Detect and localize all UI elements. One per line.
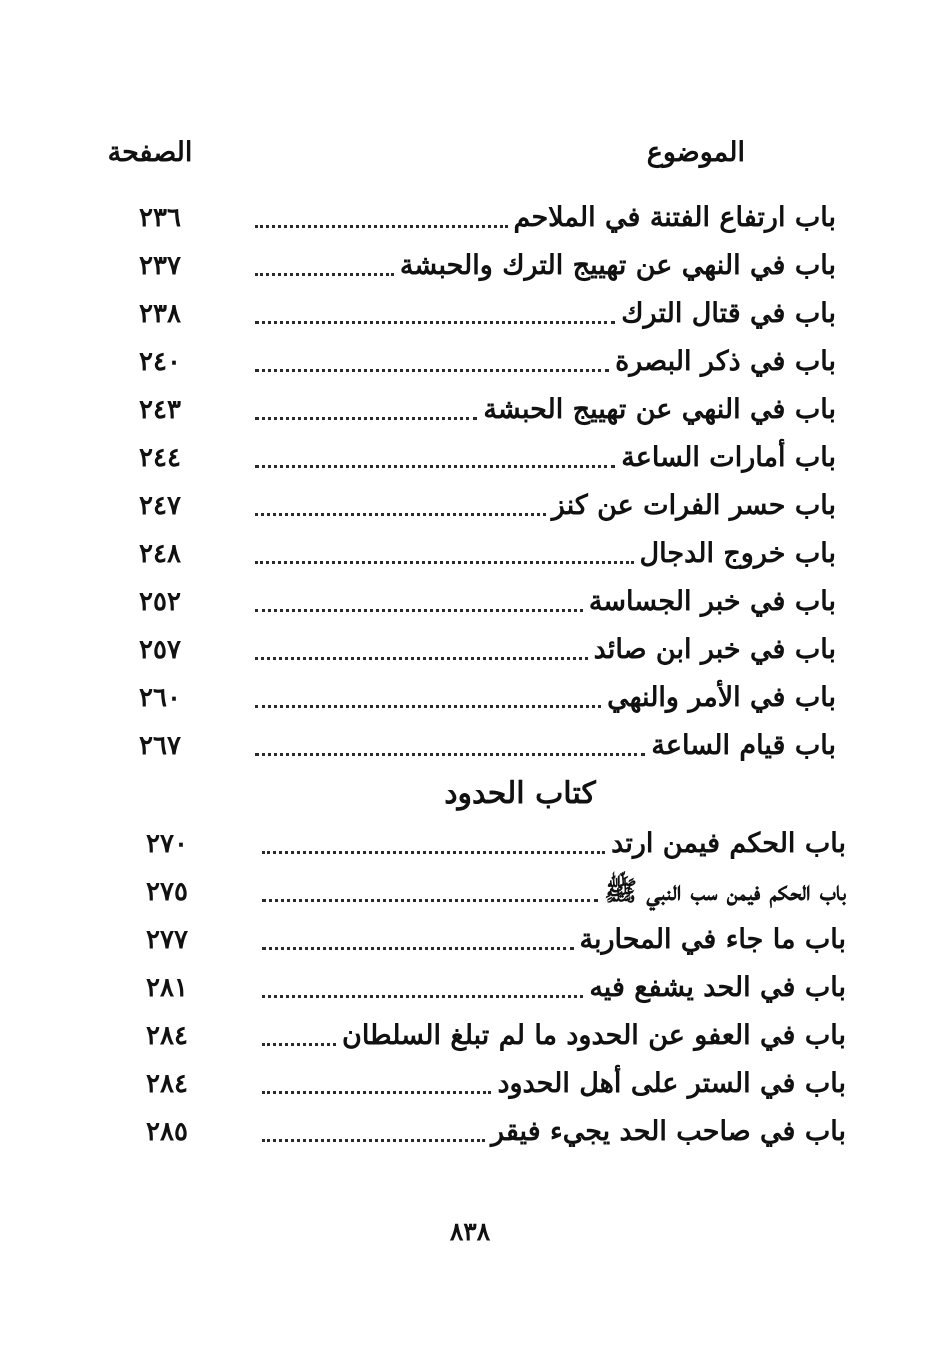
toc-entry: [0, 580, 941, 624]
toc-entry-page: ٢٨١: [146, 973, 188, 1003]
dot-leader: [255, 753, 645, 756]
toc-entry-page: ٢٧٧: [146, 925, 188, 955]
toc-entry: [0, 966, 941, 1010]
toc-entry: [0, 196, 941, 240]
dot-leader: [255, 561, 634, 564]
toc-entry-title: باب قيام الساعة: [651, 730, 836, 761]
toc-entry-page: ٢٦٠: [139, 683, 181, 713]
toc-entry: [0, 1062, 941, 1106]
toc-entry-page: ٢٣٧: [139, 251, 181, 281]
toc-entry-title: باب الحكم فيمن سب النبي ﷺ: [604, 876, 846, 907]
dot-leader: [262, 1043, 336, 1046]
toc-entry: [0, 822, 941, 866]
page-number: ٨٣٨: [449, 1217, 491, 1246]
dot-leader: [262, 851, 605, 854]
column-header-topic: الموضوع: [646, 137, 745, 168]
toc-entry: [0, 1014, 941, 1058]
section-heading: كتاب الحدود: [444, 776, 596, 811]
toc-entry: [0, 676, 941, 720]
toc-entry-title: باب الحكم فيمن ارتد: [611, 828, 846, 859]
dot-leader: [262, 947, 574, 950]
dot-leader: [255, 369, 609, 372]
toc-entry-page: ٢٨٤: [146, 1021, 188, 1051]
toc-entry-page: ٢٤٠: [139, 347, 181, 377]
dot-leader: [255, 225, 508, 228]
column-header-page: الصفحة: [107, 137, 193, 168]
toc-entry-title: باب في العفو عن الحدود ما لم تبلغ السلطان: [342, 1020, 846, 1051]
toc-entry-title: باب خروج الدجال: [639, 538, 836, 569]
toc-entry-title: باب في النهي عن تهييج الحبشة: [483, 394, 836, 425]
toc-entry-page: ٢٦٧: [139, 731, 181, 761]
toc-entry-title: باب أمارات الساعة: [621, 442, 836, 473]
toc-entry-title: باب ما جاء في المحاربة: [579, 924, 846, 955]
toc-entry: [0, 918, 941, 962]
toc-entry-page: ٢٧٠: [146, 829, 188, 859]
toc-entry: [0, 628, 941, 672]
toc-entry: [0, 340, 941, 384]
dot-leader: [262, 1091, 491, 1094]
toc-entry-page: ٢٥٧: [139, 635, 181, 665]
toc-entry-title: باب في قتال الترك: [621, 298, 836, 329]
dot-leader: [255, 465, 615, 468]
toc-entry-title: باب في النهي عن تهييج الترك والحبشة: [399, 250, 836, 281]
dot-leader: [262, 1139, 485, 1142]
dot-leader: [255, 321, 615, 324]
toc-entry-title: باب في الستر على أهل الحدود: [497, 1068, 846, 1099]
toc-entry-title: باب في ذكر البصرة: [615, 346, 836, 377]
dot-leader: [255, 417, 477, 420]
toc-entry-title: باب في الأمر والنهي: [607, 682, 836, 713]
toc-entry-page: ٢٨٥: [146, 1117, 188, 1147]
toc-entry-title: باب في خبر ابن صائد: [593, 634, 836, 665]
toc-entry-page: ٢٣٦: [139, 203, 181, 233]
toc-entry-title: باب في صاحب الحد يجيء فيقر: [490, 1116, 846, 1147]
dot-leader: [262, 899, 598, 902]
toc-entry-page: ٢٤٨: [139, 539, 181, 569]
dot-leader: [255, 657, 588, 660]
toc-entry-page: ٢٣٨: [139, 299, 181, 329]
toc-entry-page: ٢٥٢: [139, 587, 181, 617]
toc-entry-page: ٢٤٧: [139, 491, 181, 521]
dot-leader: [262, 995, 583, 998]
toc-entry-title: باب ارتفاع الفتنة في الملاحم: [513, 202, 836, 233]
toc-entry-page: ٢٤٤: [139, 443, 181, 473]
toc-entry-title: باب في خبر الجساسة: [588, 586, 836, 617]
dot-leader: [255, 513, 546, 516]
dot-leader: [255, 273, 394, 276]
toc-entry: [0, 436, 941, 480]
dot-leader: [255, 609, 583, 612]
toc-entry-page: ٢٧٥: [146, 877, 188, 907]
dot-leader: [255, 705, 601, 708]
toc-entry: [0, 484, 941, 528]
toc-entry-title: باب حسر الفرات عن كنز: [551, 490, 836, 521]
toc-entry-page: ٢٤٣: [139, 395, 181, 425]
toc-entry-page: ٢٨٤: [146, 1069, 188, 1099]
toc-entry: [0, 532, 941, 576]
toc-entry: [0, 870, 941, 914]
toc-entry: [0, 244, 941, 288]
toc-entry: [0, 1110, 941, 1154]
toc-entry: [0, 388, 941, 432]
toc-entry: [0, 724, 941, 768]
toc-entry: [0, 292, 941, 336]
toc-entry-title: باب في الحد يشفع فيه: [589, 972, 846, 1003]
